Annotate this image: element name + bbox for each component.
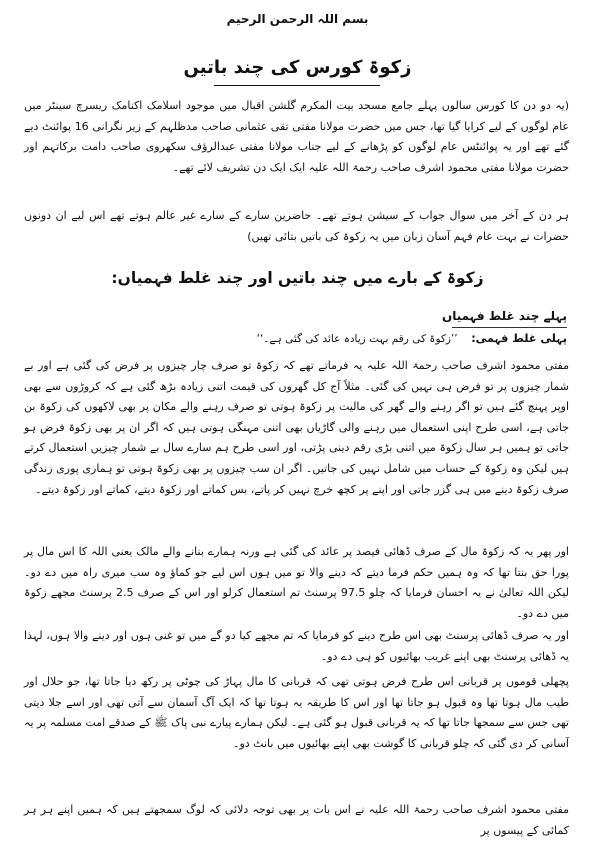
page-title: زکوۃ کورس کی چند باتیں bbox=[183, 57, 412, 78]
body-paragraph-4: پچھلی قوموں پر قربانی اس طرح فرض ہوتی تھی کہ قربانی کا مال پہاڑ کی چوٹی پر رکھ دیا جاتا تھا، جو حلال اور طیب مال ہوتا تھا وہ قبول ہو جاتا تھا اور اس کا طریقہ یہ ہوتا تھا کہ ایک آگ آسمان سے آتی تھی اور اسے جلا دیتی تھی جس سے سمجھا جاتا تھا کہ یہ قربانی قبول ہو گئی ہے۔ لیکن ہمارے پیارے نبی پاک ﷺ کے صدقے امت مسلمہ پر یہ آسانی کر دی گئی کہ چلو قربانی کا گوشت بھی اپنے بھائیوں میں بانٹ دو۔ bbox=[24, 675, 569, 750]
title-underline bbox=[214, 85, 380, 86]
bismillah-heading: بسم اللہ الرحمن الرحیم bbox=[226, 12, 369, 26]
body-paragraph-5: مفتی محمود اشرف صاحب رحمۃ اللہ علیہ نے اس بات پر بھی توجہ دلائی کہ لوگ سمجھتے ہیں کہ ہمیں اپنے ہر ہر کمائی کے پیسوں پر bbox=[24, 803, 569, 837]
body-paragraph-2: اور پھر یہ کہ زکوۃ مال کے صرف ڈھائی فیصد پر عائد کی گئی ہے ورنہ ہمارے بنانے والے مالک یعنی اللہ کا اس مال پر پورا حق بنتا تھا کہ وہ ہمیں حکم فرما دیتے کہ دینے والا تو میں ہوں اس لیے جو کماؤ وہ سب میری راہ میں دے دو۔ لیکن اللہ تعالیٰ نے یہ احسان فرمایا کہ چلو 97.5 پرسنٹ تم استعمال کرلو اور اس کے صرف 2.5 پرسنٹ مجھے زکوۃ میں دے دو۔ bbox=[24, 545, 569, 620]
intro-paragraph-2: ہر دن کے آخر میں سوال جواب کے سیشن ہوتے تھے۔ حاضرین سارے کے سارے غیر عالم ہوتے تھے اس لیے ان دونوں حضرات نے بہت عام فہم آسان زبان میں یہ زکوۃ کی باتیں بتائی تھیں) bbox=[24, 209, 569, 243]
first-misconception bbox=[24, 332, 567, 345]
body-paragraph-1: مفتی محمود اشرف صاحب رحمۃ اللہ علیہ یہ فرماتے تھے کہ زکوۃ تو صرف چار چیزوں پر فرض کی گئی ہے اور بے شمار چیزوں پر تو فرض ہی نہیں کی گئی۔ مثلاً آج کل گھروں کی قیمت اتنی زیادہ بڑھ گئی ہے کہ کروڑوں سے بھی اوپر پہنچ گئے ہیں تو اگر رہنے والے گھر کی مالیت پر زکوۃ ہوتی تو صرف رہنے والے مکان پر بھی لاکھوں کی زکوۃ بن جاتی ہے، اسی طرح اپنی استعمال میں رہنے والی گاڑیاں بھی اتنی مہنگی ہوتی ہیں کہ اگر ان پر بھی زکوۃ فرض ہو جاتی تو ہمیں ہر سال زکوۃ میں اتنی بڑی رقم دینی پڑتی، اور اسی طرح ہم سارے سال بے شمار چیزیں استعمال کرتے ہیں لیکن وہ زکوۃ کے حساب میں شامل نہیں کی جاتیں۔ اگر ان سب چیزوں پر بھی زکوۃ ہوتی تو ہماری پوری زندگی صرف زکوۃ دینے میں ہی گزر جاتی اور اپنے پر کچھ خرچ نہیں کر پاتے، بس کماتے اور زکوۃ دیتے، کماتے اور زکوۃ دیتے۔ bbox=[24, 359, 569, 496]
intro-paragraph-1: (یہ دو دن کا کورس سالوں پہلے جامع مسجد بیت المکرم گلشن اقبال میں موجود اسلامک اکنامک ریسرچ سینٹر میں عام لوگوں کے لیے کرایا گیا تھا، جس میں حضرت مولانا مفتی تقی عثمانی صاحب مدظلہم کے زیر نگرانی 16 پوائنٹ دیے گئے تھے اور یہ پوائنٹس عام لوگوں کو پڑھانے کے لیے جناب مولانا مفتی عبدالرؤف سکھروی صاحب دامت برکاتہم اور حضرت مولانا مفتی محمود اشرف صاحب رحمۃ اللہ علیہ ایک ایک دن تشریف لائے تھے۔ bbox=[24, 99, 569, 174]
sub-heading: پہلے چند غلط فہمیاں bbox=[441, 309, 567, 323]
section-heading: زکوۃ کے بارے میں چند باتیں اور چند غلط فہمیاں: bbox=[111, 269, 484, 287]
first-misconception-label: پہلی غلط فہمی: bbox=[471, 332, 567, 345]
first-misconception-quote: ’’زکوۃ کی رقم بہت زیادہ عائد کی گئی ہے۔‘‘ bbox=[256, 333, 458, 345]
sub-heading-underline bbox=[452, 327, 567, 328]
body-paragraph-3: اور یہ صرف ڈھائی پرسنٹ بھی اس طرح دینے کو فرمایا کہ تم مجھے کیا دو گے میں تو غنی ہوں اور دینے والا ہوں، لہذا یہ ڈھائی پرسنٹ بھی اپنے غریب بھائیوں کو ہی دے دو۔ bbox=[24, 629, 569, 663]
